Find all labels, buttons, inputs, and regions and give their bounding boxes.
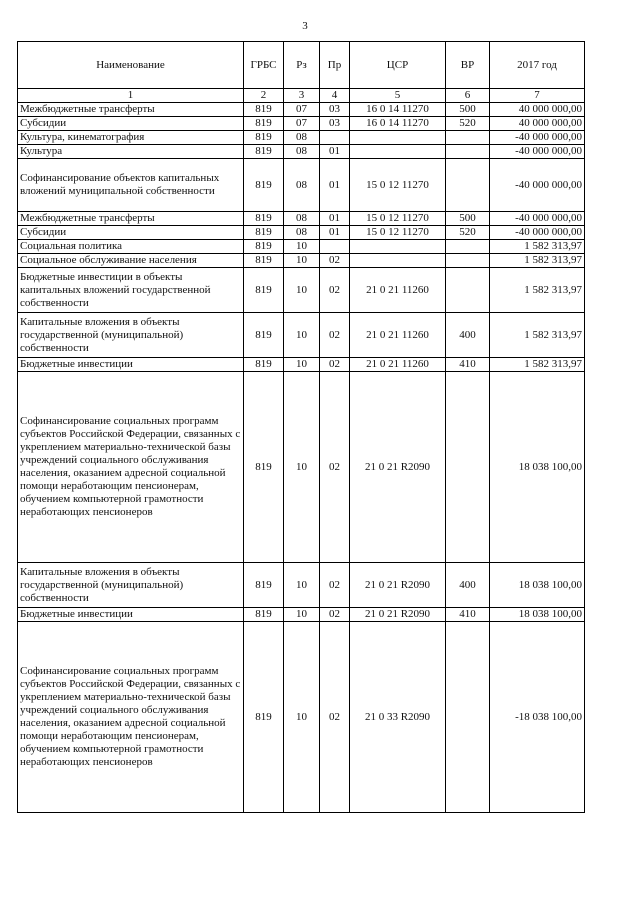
header-csr: ЦСР [350, 42, 446, 89]
table-row [18, 131, 585, 145]
table-cell-name: Культура [18, 145, 244, 159]
table-cell-rz: 10 [284, 608, 320, 622]
table-row [18, 159, 585, 212]
table-cell-rz: 10 [284, 313, 320, 358]
table-cell-grbs: 819 [244, 145, 284, 159]
table-cell-pr: 02 [320, 608, 350, 622]
table-cell-grbs: 819 [244, 608, 284, 622]
table-cell-pr: 02 [320, 622, 350, 813]
table-cell-grbs: 819 [244, 159, 284, 212]
table-cell-amount: 18 038 100,00 [490, 372, 585, 563]
header-grbs: ГРБС [244, 42, 284, 89]
table-cell-pr: 02 [320, 313, 350, 358]
table-cell-csr: 21 0 21 11260 [350, 268, 446, 313]
table-cell-rz: 10 [284, 358, 320, 372]
table-cell-csr [350, 254, 446, 268]
table-cell-grbs: 819 [244, 226, 284, 240]
table-cell-name: Социальная политика [18, 240, 244, 254]
table-cell-amount: -40 000 000,00 [490, 159, 585, 212]
table-cell-grbs: 819 [244, 254, 284, 268]
table-cell-csr: 16 0 14 11270 [350, 103, 446, 117]
table-cell-csr [350, 240, 446, 254]
table-row [18, 117, 585, 131]
table-cell-vr: 400 [446, 313, 490, 358]
table-cell-pr: 02 [320, 358, 350, 372]
table-cell-vr [446, 131, 490, 145]
table-row [18, 608, 585, 622]
table-cell-amount: 1 582 313,97 [490, 240, 585, 254]
table-cell-vr [446, 240, 490, 254]
header-pr: Пр [320, 42, 350, 89]
table-cell-csr: 15 0 12 11270 [350, 226, 446, 240]
table-cell-amount: 1 582 313,97 [490, 313, 585, 358]
table-cell-pr [320, 240, 350, 254]
column-number: 4 [320, 89, 350, 103]
table-cell-vr [446, 372, 490, 563]
column-number-row [18, 89, 585, 103]
table-cell-csr: 21 0 21 R2090 [350, 608, 446, 622]
table-cell-amount: 18 038 100,00 [490, 563, 585, 608]
header-vr: ВР [446, 42, 490, 89]
table-row [18, 622, 585, 813]
table-cell-rz: 10 [284, 372, 320, 563]
table-row [18, 254, 585, 268]
table-row [18, 372, 585, 563]
table-cell-amount: -40 000 000,00 [490, 145, 585, 159]
table-cell-grbs: 819 [244, 103, 284, 117]
table-cell-csr: 21 0 21 R2090 [350, 372, 446, 563]
table-cell-name: Бюджетные инвестиции в объекты капитальных вложений государственной собственности [18, 268, 244, 313]
table-cell-vr [446, 145, 490, 159]
table-cell-grbs: 819 [244, 268, 284, 313]
table-cell-pr: 01 [320, 145, 350, 159]
table-row [18, 358, 585, 372]
table-cell-rz: 07 [284, 103, 320, 117]
table-cell-amount: 18 038 100,00 [490, 608, 585, 622]
table-cell-rz: 07 [284, 117, 320, 131]
table-cell-rz: 10 [284, 622, 320, 813]
table-cell-rz: 08 [284, 131, 320, 145]
table-cell-rz: 08 [284, 226, 320, 240]
table-row [18, 103, 585, 117]
column-number: 7 [490, 89, 585, 103]
table-cell-amount: 1 582 313,97 [490, 358, 585, 372]
table-cell-name: Культура, кинематография [18, 131, 244, 145]
table-cell-rz: 08 [284, 212, 320, 226]
table-cell-name: Бюджетные инвестиции [18, 358, 244, 372]
column-number: 3 [284, 89, 320, 103]
table-cell-name: Субсидии [18, 226, 244, 240]
table-cell-grbs: 819 [244, 131, 284, 145]
table-row [18, 212, 585, 226]
table-cell-csr: 21 0 21 11260 [350, 358, 446, 372]
table-cell-name: Субсидии [18, 117, 244, 131]
column-number: 1 [18, 89, 244, 103]
table-cell-csr [350, 145, 446, 159]
table-cell-vr [446, 159, 490, 212]
table-cell-grbs: 819 [244, 117, 284, 131]
table-cell-name: Капитальные вложения в объекты государственной (муниципальной) собственности [18, 313, 244, 358]
table-cell-name: Капитальные вложения в объекты государственной (муниципальной) собственности [18, 563, 244, 608]
table-cell-amount: 1 582 313,97 [490, 268, 585, 313]
table-row [18, 313, 585, 358]
table-cell-name: Софинансирование социальных программ субъектов Российской Федерации, связанных с укреплением материально-технической базы учреждений социального обслуживания населения, оказанием адресной социальной помощи неработающим пенсионерам, обучением компьютерной грамотности неработающих пенсионеров [18, 622, 244, 813]
table-cell-amount: 40 000 000,00 [490, 117, 585, 131]
table-cell-vr [446, 268, 490, 313]
table-cell-amount: 40 000 000,00 [490, 103, 585, 117]
table-cell-pr: 02 [320, 563, 350, 608]
table-cell-pr: 03 [320, 103, 350, 117]
table-cell-name: Социальное обслуживание населения [18, 254, 244, 268]
table-cell-vr: 410 [446, 358, 490, 372]
table-cell-vr [446, 254, 490, 268]
table-cell-amount: -40 000 000,00 [490, 131, 585, 145]
table-cell-vr: 400 [446, 563, 490, 608]
table-cell-pr: 02 [320, 254, 350, 268]
table-cell-amount: 1 582 313,97 [490, 254, 585, 268]
header-amount: 2017 год [490, 42, 585, 89]
table-cell-grbs: 819 [244, 313, 284, 358]
table-cell-name: Софинансирование социальных программ субъектов Российской Федерации, связанных с укреплением материально-технической базы учреждений социального обслуживания населения, оказанием адресной социальной помощи неработающим пенсионерам, обучением компьютерной грамотности неработающих пенсионеров [18, 372, 244, 563]
table-cell-pr: 02 [320, 268, 350, 313]
table-row [18, 145, 585, 159]
table-cell-rz: 10 [284, 268, 320, 313]
column-number: 2 [244, 89, 284, 103]
table-row [18, 268, 585, 313]
table-cell-grbs: 819 [244, 372, 284, 563]
table-cell-csr: 21 0 21 R2090 [350, 563, 446, 608]
table-cell-pr [320, 131, 350, 145]
table-cell-csr: 15 0 12 11270 [350, 212, 446, 226]
table-cell-pr: 01 [320, 226, 350, 240]
table-cell-rz: 10 [284, 563, 320, 608]
table-cell-grbs: 819 [244, 358, 284, 372]
table-cell-name: Бюджетные инвестиции [18, 608, 244, 622]
table-cell-pr: 01 [320, 212, 350, 226]
table-cell-grbs: 819 [244, 563, 284, 608]
budget-table [17, 41, 585, 813]
table-cell-rz: 10 [284, 240, 320, 254]
table-cell-csr [350, 131, 446, 145]
table-row [18, 240, 585, 254]
table-row [18, 563, 585, 608]
table-cell-grbs: 819 [244, 622, 284, 813]
column-number: 5 [350, 89, 446, 103]
column-number: 6 [446, 89, 490, 103]
table-cell-grbs: 819 [244, 240, 284, 254]
header-row [18, 42, 585, 89]
table-cell-rz: 08 [284, 159, 320, 212]
table-cell-rz: 08 [284, 145, 320, 159]
table-cell-vr: 410 [446, 608, 490, 622]
table-cell-vr: 500 [446, 103, 490, 117]
table-cell-csr: 21 0 21 11260 [350, 313, 446, 358]
table-cell-vr: 500 [446, 212, 490, 226]
table-cell-csr: 21 0 33 R2090 [350, 622, 446, 813]
table-cell-csr: 16 0 14 11270 [350, 117, 446, 131]
table-cell-pr: 01 [320, 159, 350, 212]
table-cell-amount: -40 000 000,00 [490, 212, 585, 226]
table-cell-name: Софинансирование объектов капитальных вложений муниципальной собственности [18, 159, 244, 212]
table-cell-pr: 02 [320, 372, 350, 563]
table-cell-vr: 520 [446, 226, 490, 240]
header-name: Наименование [18, 42, 244, 89]
table-cell-rz: 10 [284, 254, 320, 268]
table-cell-grbs: 819 [244, 212, 284, 226]
table-cell-vr: 520 [446, 117, 490, 131]
table-cell-amount: -40 000 000,00 [490, 226, 585, 240]
table-cell-name: Межбюджетные трансферты [18, 103, 244, 117]
table-cell-vr [446, 622, 490, 813]
table-cell-name: Межбюджетные трансферты [18, 212, 244, 226]
header-rz: Рз [284, 42, 320, 89]
table-row [18, 226, 585, 240]
table-cell-amount: -18 038 100,00 [490, 622, 585, 813]
table-cell-csr: 15 0 12 11270 [350, 159, 446, 212]
table-cell-pr: 03 [320, 117, 350, 131]
page-number: 3 [302, 20, 308, 32]
